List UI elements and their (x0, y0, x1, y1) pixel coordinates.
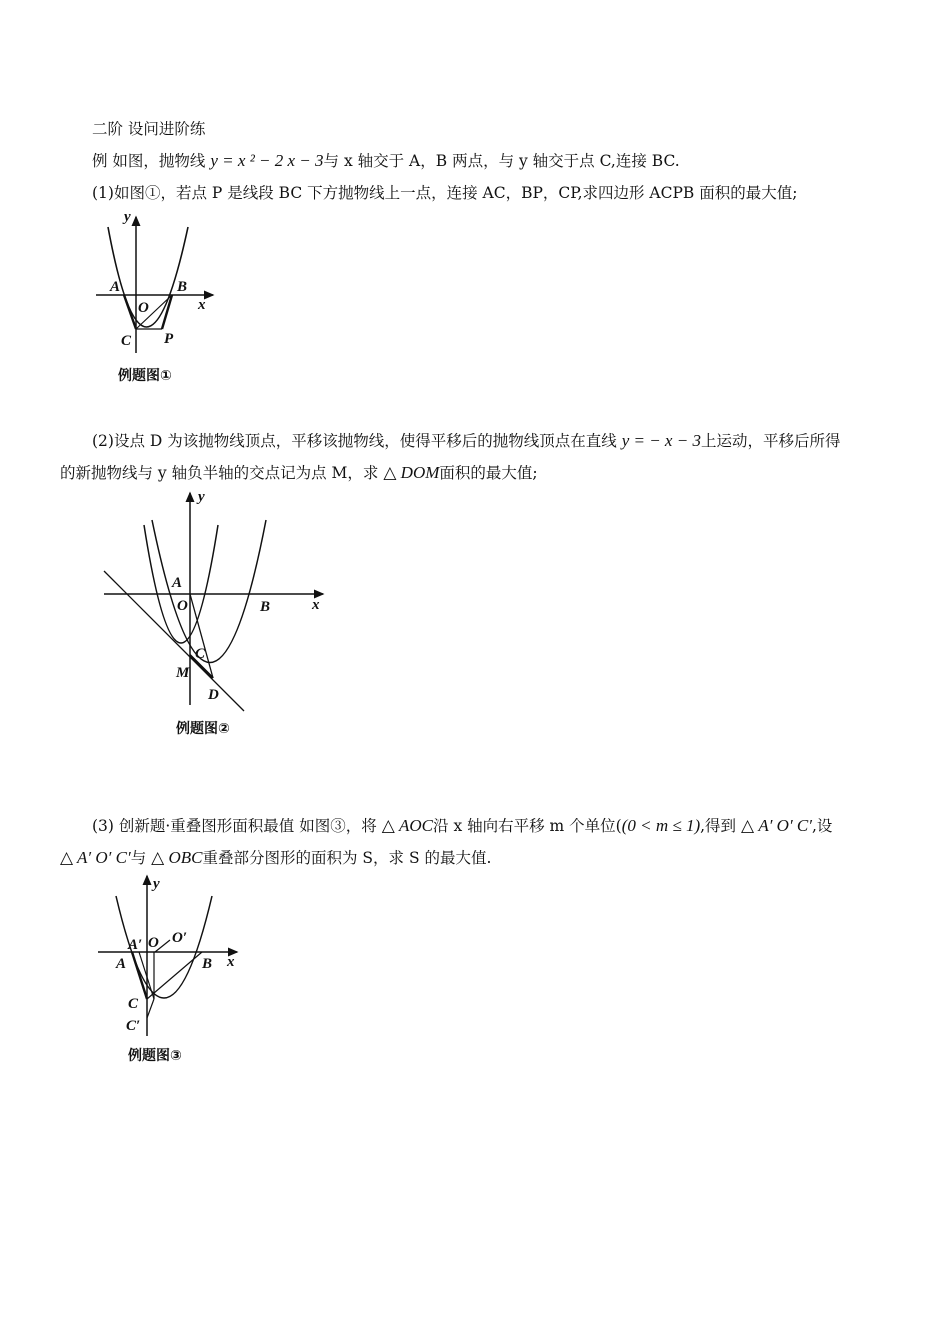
figure-3 (92, 868, 252, 1073)
label-a: A (116, 956, 127, 972)
line-equation: y = − x − 3 (621, 431, 701, 450)
triangle-obc: △ OBC (151, 848, 203, 867)
figure-2-svg (98, 485, 338, 745)
label-m: M (176, 665, 190, 681)
figure-2-caption: 例题图② (176, 721, 230, 737)
label-y: y (124, 209, 131, 225)
label-b: B (202, 956, 213, 972)
figure-1-caption: 例题图① (118, 368, 172, 384)
label-c: C (195, 646, 206, 662)
segment-ac (132, 952, 147, 999)
segment-c1-lower (147, 999, 154, 1018)
part2-question-line1: (2)设点 D 为该抛物线顶点，平移该抛物线，使得平移后的抛物线顶点在直线 y = − x − 3上运动，平移后所得 (92, 431, 841, 450)
part1-question: (1)如图①，若点 P 是线段 BC 下方抛物线上一点，连接 AC，BP，CP,求四边形 ACPB 面积的最大值; (92, 184, 798, 202)
example-suffix: 与 x 轴交于 A，B 两点，与 y 轴交于点 C,连接 BC. (323, 152, 680, 170)
part3-question-line2: △ A′ O′ C′与 △ OBC重叠部分图形的面积为 S，求 S 的最大值. (60, 848, 492, 867)
label-y: y (198, 489, 205, 505)
triangle-a1o1c1: △ A′ O′ C′ (741, 816, 812, 835)
label-o: O (138, 300, 149, 316)
original-parabola (152, 520, 266, 663)
triangle-a1o1c1-2: △ A′ O′ C′ (60, 848, 131, 867)
label-y: y (153, 876, 160, 892)
section-heading: 二阶 设问进阶练 (92, 120, 206, 138)
label-a: A (172, 575, 183, 591)
parabola-equation: y = x ² − 2 x − 3 (210, 151, 324, 170)
part3-question-line1: (3) 创新题·重叠图形面积最值 如图③，将 △ AOC沿 x 轴向右平移 m 个单位((0 < m ≤ 1),得到 △ A′ O′ C′,设 (92, 816, 833, 835)
label-d: D (208, 687, 219, 703)
label-b: B (260, 599, 271, 615)
example-statement (92, 150, 680, 172)
part2-question-line2: 的新抛物线与 y 轴负半轴的交点记为点 M，求 △ DOM面积的最大值; (60, 463, 538, 482)
figure-2 (98, 485, 338, 745)
figure-3-caption: 例题图③ (128, 1048, 182, 1064)
figure-3-svg (92, 868, 252, 1073)
label-b: B (177, 279, 188, 295)
figure-1 (88, 205, 228, 390)
m-range: (0 < m ≤ 1) (621, 816, 701, 835)
example-prefix: 例 如图，抛物线 (92, 152, 206, 170)
label-a1: A′ (128, 937, 143, 953)
label-c: C (128, 996, 139, 1012)
segment-bc (147, 952, 202, 999)
triangle-aoc: △ AOC (381, 816, 434, 835)
label-o: O (177, 598, 188, 614)
label-a: A (110, 279, 121, 295)
segment-ac (124, 295, 136, 329)
label-x: x (312, 597, 320, 613)
label-x: x (227, 954, 235, 970)
line-y-neg-x-minus-3 (104, 571, 244, 711)
label-p: P (164, 331, 174, 347)
figure-1-svg (88, 205, 228, 390)
label-c1: C′ (126, 1018, 141, 1034)
label-c: C (121, 333, 132, 349)
label-x: x (198, 297, 206, 313)
label-o1: O′ (172, 930, 188, 946)
label-o: O (148, 935, 159, 951)
triangle-dom: △ DOM (383, 463, 440, 482)
